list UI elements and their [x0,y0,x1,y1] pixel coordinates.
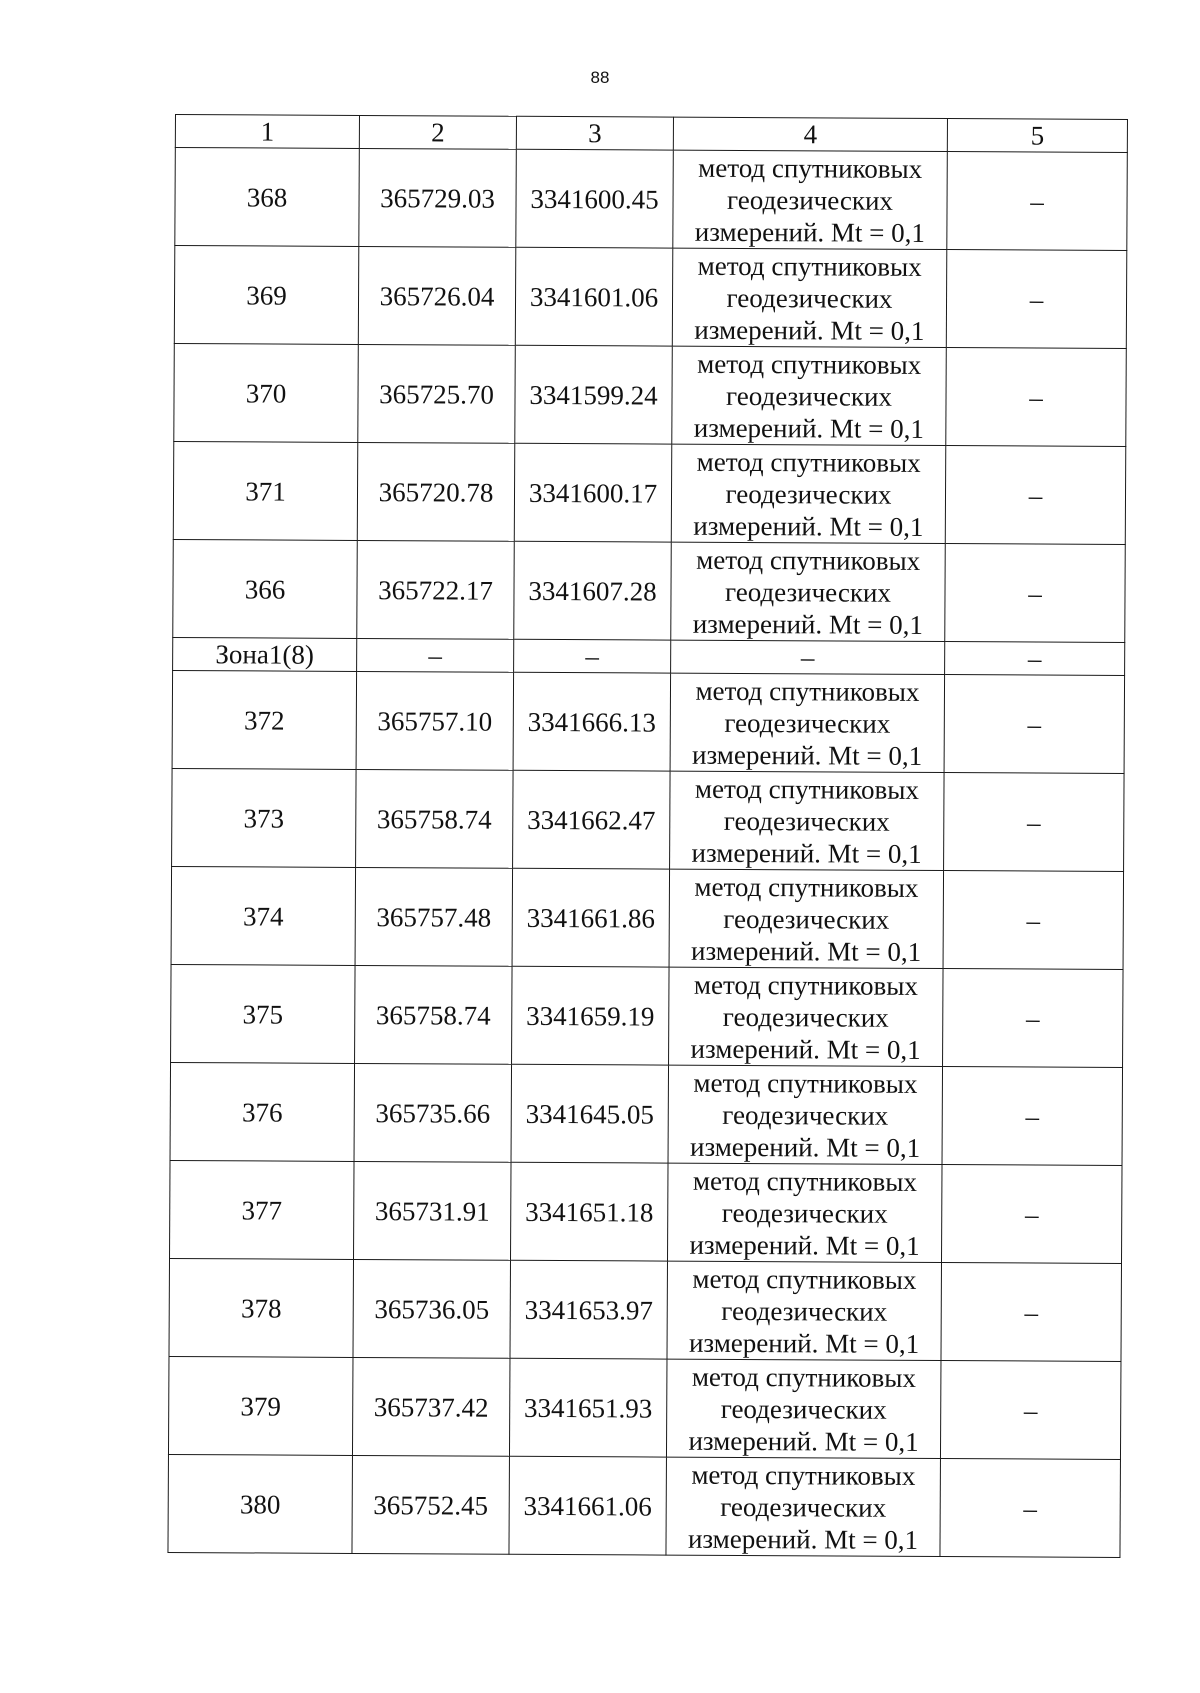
x-coordinate-cell: – [357,638,514,672]
note-cell: – [943,969,1124,1068]
method-cell [669,967,944,1066]
point-number-cell: 380 [168,1454,353,1553]
y-coordinate-cell: 3341653.97 [510,1260,668,1359]
note-cell: – [942,1067,1123,1166]
x-coordinate-cell: 365729.03 [359,148,517,247]
method-cell [673,150,948,249]
table-row [175,148,1128,251]
note-cell: – [940,1459,1121,1558]
method-text: метод спутниковых геодезических измерений. Mt = 0,1 [693,348,925,444]
note-cell: – [947,152,1128,251]
point-number-cell: 377 [170,1160,355,1259]
y-coordinate-cell: 3341600.45 [516,149,674,248]
point-number-cell: 375 [171,964,356,1063]
method-text: метод спутниковых геодезических измерений. Mt = 0,1 [691,773,922,869]
table-row [173,539,1126,642]
note-cell: – [945,642,1125,676]
method-text: метод спутниковых геодезических измерений. Mt = 0,1 [687,1459,919,1555]
method-cell [666,1359,941,1458]
method-text: метод спутниковых геодезических измерений. Mt = 0,1 [690,969,921,1065]
header-cell-1: 1 [175,115,359,149]
note-cell: – [941,1165,1122,1264]
point-number-cell: 368 [175,148,360,247]
header-cell-4: 4 [673,117,947,151]
method-text: метод спутниковых геодезических измерений. Mt = 0,1 [694,250,925,346]
table-row [168,1356,1121,1459]
point-number-cell: 370 [174,343,359,442]
y-coordinate-cell: 3341662.47 [513,770,671,869]
table-row [174,343,1127,446]
method-text: метод спутниковых геодезических измерений. Mt = 0,1 [693,446,924,542]
method-cell [670,771,945,870]
x-coordinate-cell: 365725.70 [358,344,516,443]
y-coordinate-cell: 3341607.28 [514,541,672,640]
method-cell: – [671,640,945,674]
table-row [173,441,1126,544]
table-header-row [175,115,1127,153]
table-row [168,1454,1121,1557]
method-cell [668,1163,943,1262]
method-cell [671,542,946,641]
table-row [174,246,1127,349]
point-number-cell: 379 [168,1356,353,1455]
note-cell: – [945,446,1126,545]
page-number: 88 [590,68,610,87]
x-coordinate-cell: 365735.66 [354,1063,512,1162]
method-text: метод спутниковых геодезических измерений. Mt = 0,1 [688,1361,919,1457]
y-coordinate-cell: 3341651.93 [509,1358,667,1457]
x-coordinate-cell: 365758.74 [355,965,513,1064]
point-number-cell: Зона1(8) [173,637,357,671]
method-text: метод спутниковых геодезических измерений. Mt = 0,1 [689,1165,920,1261]
note-cell: – [946,250,1127,349]
method-text: метод спутниковых геодезических измерений. Mt = 0,1 [688,1263,920,1359]
method-cell [668,1065,943,1164]
table-row [169,1258,1122,1361]
method-cell [671,444,946,543]
y-coordinate-cell: 3341600.17 [514,443,672,542]
x-coordinate-cell: 365736.05 [353,1259,511,1358]
y-coordinate-cell: 3341599.24 [515,345,673,444]
header-cell-2: 2 [359,115,516,149]
table-row [172,768,1125,871]
point-number-cell: 378 [169,1258,354,1357]
y-coordinate-cell: – [514,639,671,673]
method-cell [669,869,944,968]
point-number-cell: 374 [171,866,356,965]
method-text: метод спутниковых геодезических измерений. Mt = 0,1 [694,152,926,248]
method-cell [666,1457,941,1556]
y-coordinate-cell: 3341661.06 [509,1456,667,1555]
note-cell: – [941,1263,1122,1362]
table-row [171,866,1124,969]
point-number-cell: 371 [173,441,358,540]
table-row [170,1062,1123,1165]
table-row [170,1160,1123,1263]
x-coordinate-cell: 365722.17 [357,540,515,639]
method-cell [672,346,947,445]
point-number-cell: 369 [174,246,359,345]
header-cell-5: 5 [947,119,1127,153]
note-cell: – [940,1361,1121,1460]
x-coordinate-cell: 365752.45 [352,1455,510,1554]
point-number-cell: 373 [172,768,357,867]
zone-row [173,637,1125,675]
x-coordinate-cell: 365726.04 [358,246,516,345]
point-number-cell: 376 [170,1062,355,1161]
method-text: метод спутниковых геодезических измерений. Mt = 0,1 [689,1067,921,1163]
y-coordinate-cell: 3341661.86 [512,868,670,967]
x-coordinate-cell: 365757.48 [355,867,513,966]
note-cell: – [945,544,1126,643]
note-cell: – [944,773,1125,872]
method-cell [667,1261,942,1360]
y-coordinate-cell: 3341651.18 [511,1162,669,1261]
note-cell: – [943,871,1124,970]
header-cell-3: 3 [516,116,673,150]
table-row [171,964,1124,1067]
x-coordinate-cell: 365758.74 [356,769,514,868]
point-number-cell: 372 [172,670,357,769]
method-text: метод спутниковых геодезических измерений. Mt = 0,1 [690,871,922,967]
note-cell: – [946,348,1127,447]
y-coordinate-cell: 3341666.13 [513,672,671,771]
method-text: метод спутниковых геодезических измерений. Mt = 0,1 [692,675,923,771]
coordinates-table [167,114,1128,1558]
x-coordinate-cell: 365720.78 [357,442,515,541]
y-coordinate-cell: 3341645.05 [511,1064,669,1163]
note-cell: – [944,675,1125,774]
table-body [168,115,1128,1558]
method-text: метод спутниковых геодезических измерений. Mt = 0,1 [692,544,923,640]
y-coordinate-cell: 3341659.19 [512,966,670,1065]
y-coordinate-cell: 3341601.06 [515,247,673,346]
x-coordinate-cell: 365731.91 [354,1161,512,1260]
point-number-cell: 366 [173,539,358,638]
table-row [172,670,1125,773]
method-cell [672,248,947,347]
x-coordinate-cell: 365757.10 [356,671,514,770]
method-cell [670,673,945,772]
x-coordinate-cell: 365737.42 [352,1357,510,1456]
